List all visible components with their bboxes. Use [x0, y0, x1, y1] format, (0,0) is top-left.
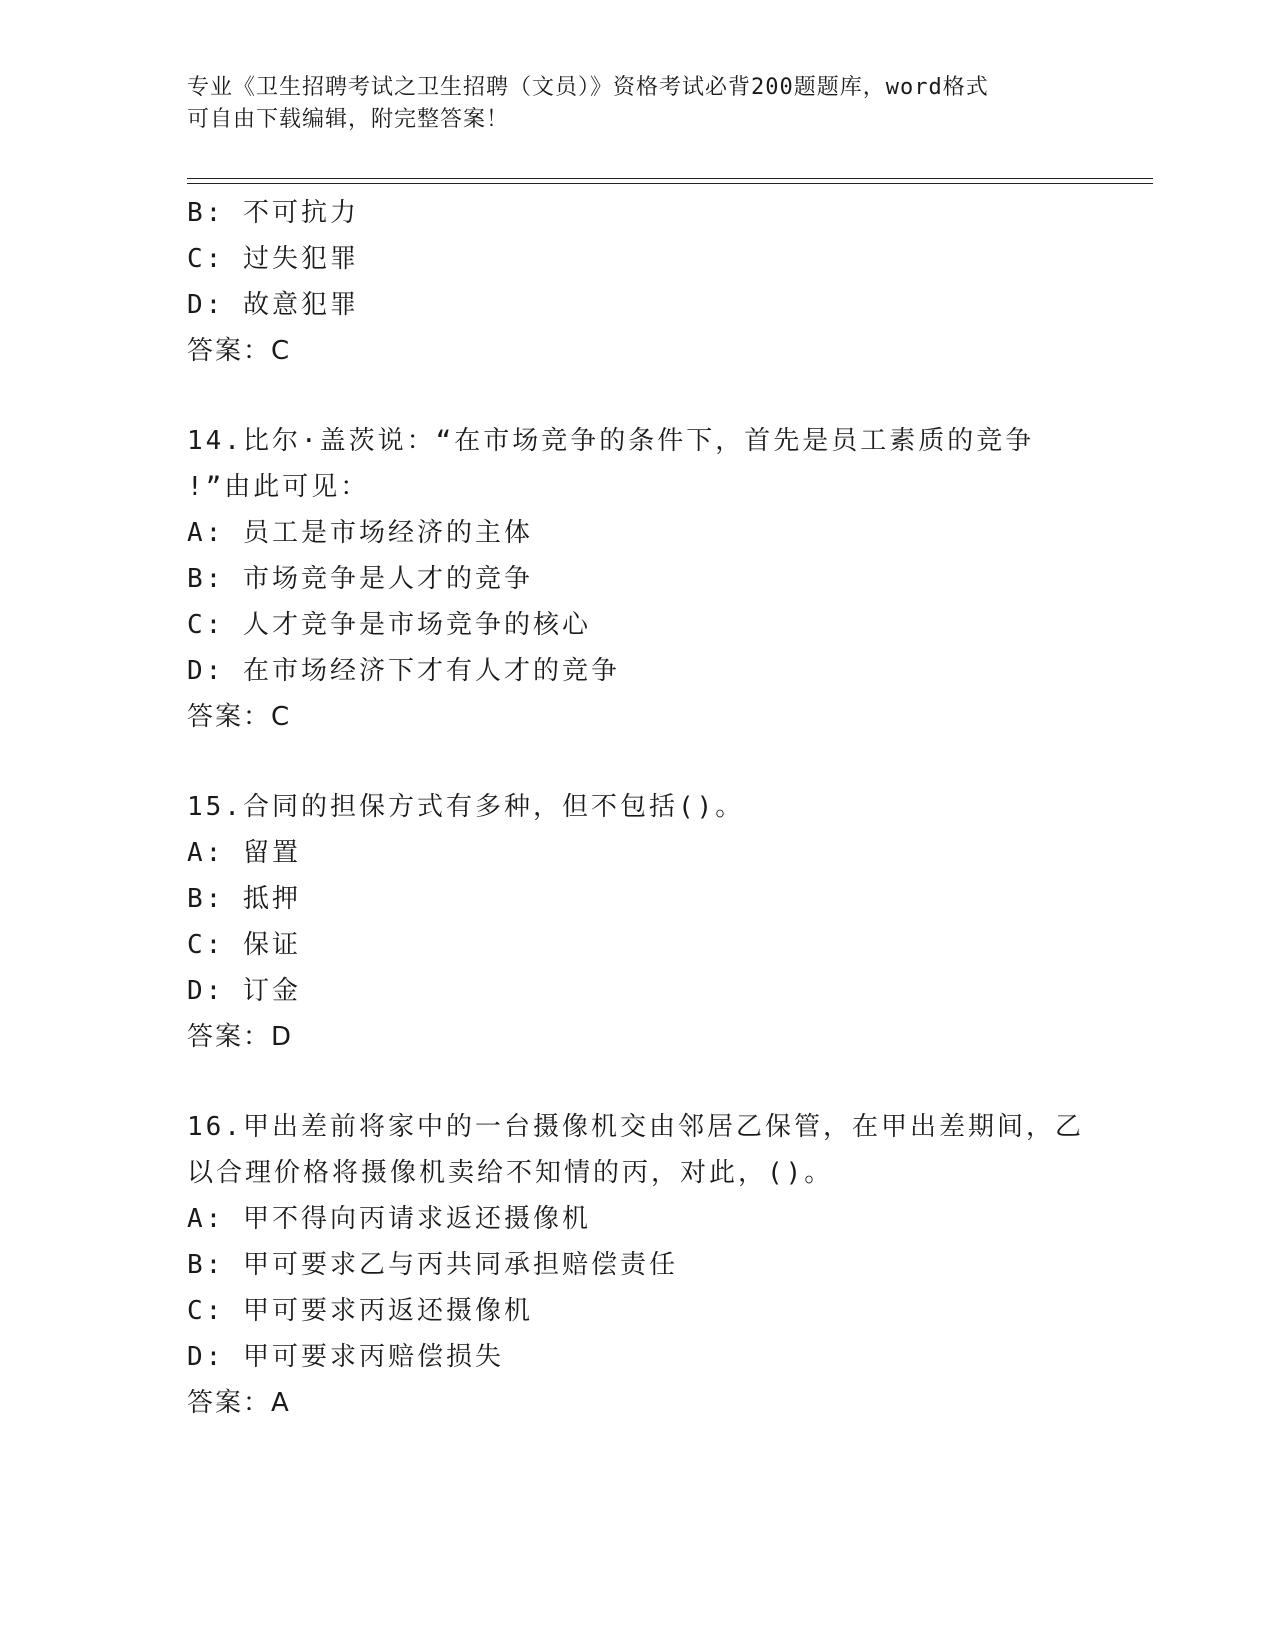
option-d: D: 在市场经济下才有人才的竞争 — [187, 656, 620, 686]
answer: 答案：D — [187, 1022, 294, 1052]
question-stem-line-1: 16.甲出差前将家中的一台摄像机交由邻居乙保管，在甲出差期间，乙 — [187, 1112, 1084, 1142]
option-c: C: 保证 — [187, 930, 301, 960]
option-b: B: 不可抗力 — [187, 198, 359, 228]
option-a: A: 甲不得向丙请求返还摄像机 — [187, 1204, 591, 1234]
header-divider-top — [187, 178, 1153, 179]
header-title-line-2: 可自由下载编辑，附完整答案！ — [187, 107, 510, 132]
option-d: D: 订金 — [187, 976, 301, 1006]
question-stem-line-2: !”由此可见： — [187, 472, 370, 502]
option-d: D: 故意犯罪 — [187, 290, 359, 320]
header-divider-bottom — [187, 183, 1153, 184]
answer: 答案：A — [187, 1388, 291, 1418]
question-stem-line-1: 14.比尔·盖茨说：“在市场竞争的条件下，首先是员工素质的竞争 — [187, 426, 1035, 456]
question-stem-line-2: 以合理价格将摄像机卖给不知情的丙，对此，()。 — [187, 1158, 834, 1188]
option-b: B: 市场竞争是人才的竞争 — [187, 564, 533, 594]
option-c: C: 甲可要求丙返还摄像机 — [187, 1296, 533, 1326]
question-list — [187, 190, 1087, 1426]
option-c: C: 过失犯罪 — [187, 244, 359, 274]
option-d: D: 甲可要求丙赔偿损失 — [187, 1342, 504, 1372]
header-title-line-1: 专业《卫生招聘考试之卫生招聘（文员）》资格考试必背200题题库，word格式 — [187, 75, 989, 100]
document-header — [187, 72, 1087, 136]
option-b: B: 抵押 — [187, 884, 301, 914]
option-a: A: 留置 — [187, 838, 301, 868]
question-stem-line-1: 15.合同的担保方式有多种，但不包括()。 — [187, 792, 745, 822]
option-a: A: 员工是市场经济的主体 — [187, 518, 533, 548]
option-c: C: 人才竞争是市场竞争的核心 — [187, 610, 591, 640]
question-16 — [187, 1104, 1087, 1426]
answer: 答案：C — [187, 336, 292, 366]
answer: 答案：C — [187, 702, 292, 732]
question-14 — [187, 418, 1087, 740]
option-b: B: 甲可要求乙与丙共同承担赔偿责任 — [187, 1250, 678, 1280]
question-15 — [187, 784, 1087, 1060]
question-13 — [187, 190, 1087, 374]
